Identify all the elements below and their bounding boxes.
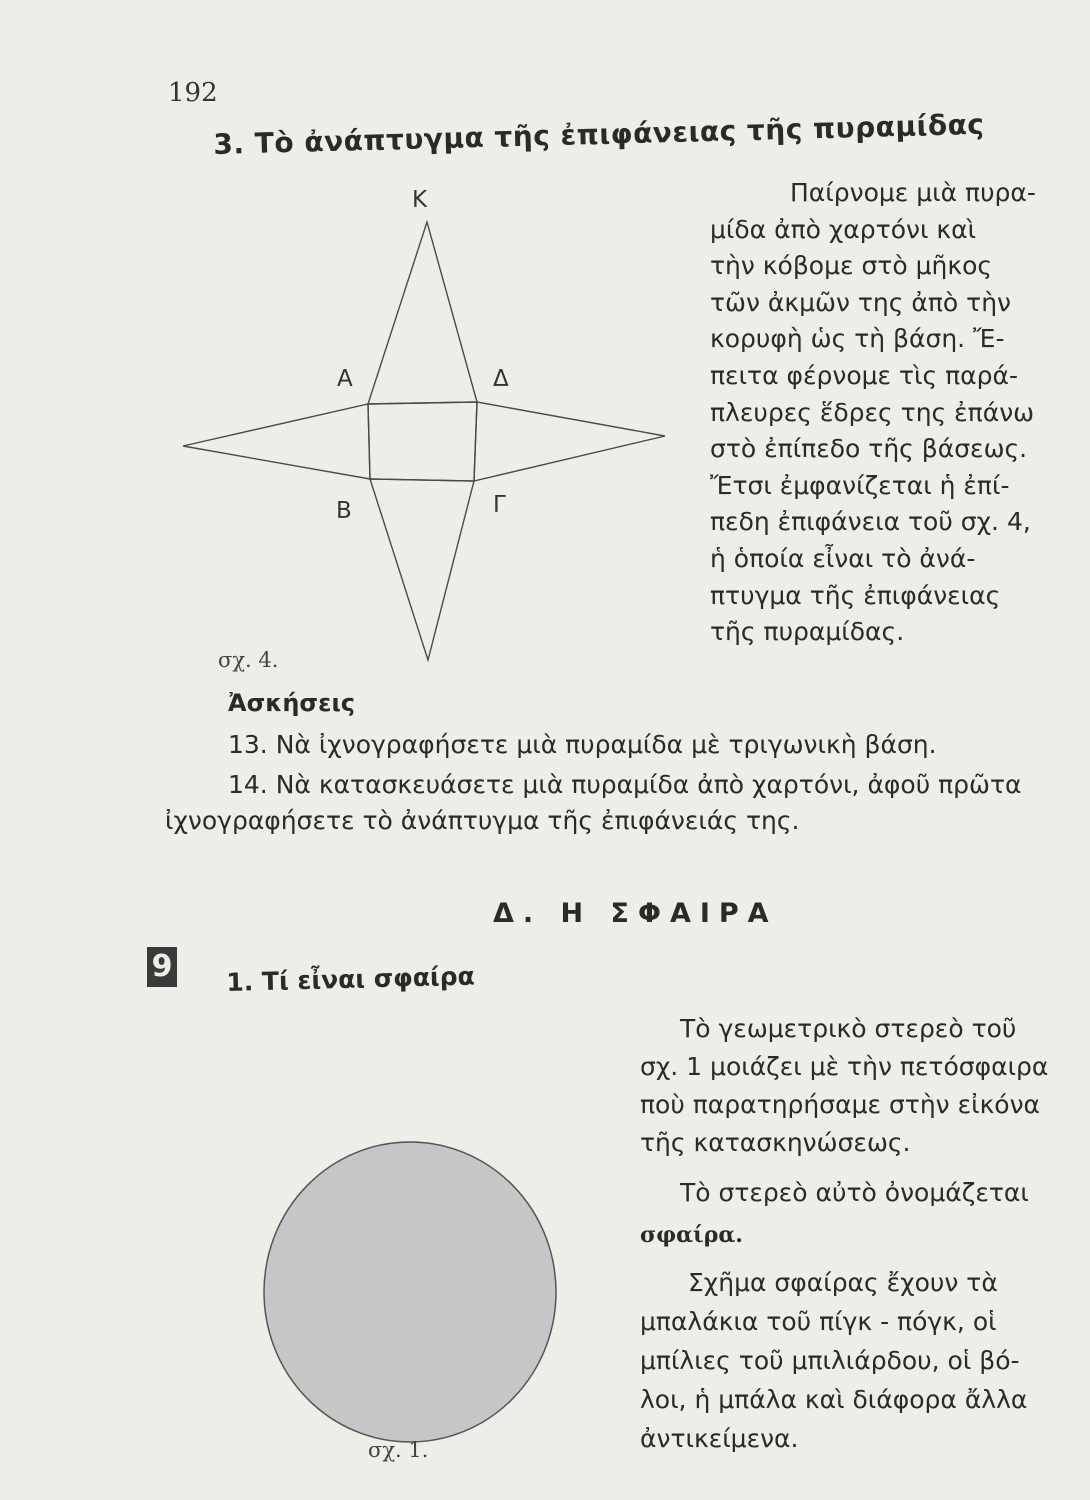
net-bottom-face: [370, 479, 474, 660]
text-line: μίδα ἀπὸ χαρτόνι καὶ: [710, 214, 977, 244]
text-line: σχ. 1 μοιάζει μὲ τὴν πετόσφαιρα: [640, 1052, 1049, 1081]
exercise-13: 13. Νὰ ἰχνογραφήσετε μιὰ πυραμίδα μὲ τριγωνικὴ βάση.: [228, 730, 937, 759]
text-line: Παίρνομε μιὰ πυρα-: [790, 178, 1036, 207]
text-line: Σχῆμα σφαίρας ἔχουν τὰ: [688, 1268, 998, 1297]
text-line: Τὸ στερεὸ αὐτὸ ὀνομάζεται: [680, 1178, 1029, 1207]
figure1-caption: σχ. 1.: [368, 1438, 429, 1462]
vertex-label-g: Γ: [493, 492, 506, 518]
text-line: τῆς πυραμίδας.: [710, 617, 905, 647]
pyramid-paragraph: [710, 175, 1036, 651]
exercise-14: 14. Νὰ κατασκευάσετε μιὰ πυραμίδα ἀπὸ χαρτόνι, ἀφοῦ πρῶτα: [228, 770, 1022, 799]
term-sphere: σφαίρα.: [640, 1222, 743, 1248]
net-top-face: [368, 222, 477, 404]
text-line: κορυφὴ ὡς τὴ βάση. Ἔ-: [710, 324, 1005, 354]
net-base-square: [368, 402, 477, 481]
vertex-label-a: Α: [337, 366, 353, 392]
text-line: ἡ ὁποία εἶναι τὸ ἀνά-: [710, 543, 976, 573]
sphere-paragraph-3: [640, 1263, 1027, 1458]
net-right-face: [474, 402, 665, 481]
sphere-paragraph-1: [640, 1010, 1048, 1162]
text-line: μπίλιες τοῦ μπιλιάρδου, οἱ βό-: [640, 1346, 1020, 1375]
vertex-label-b: Β: [336, 498, 352, 524]
section-badge: 9: [147, 947, 177, 987]
text-line: τῶν ἀκμῶν της ἀπὸ τὴν: [710, 287, 1012, 317]
text-line: πλευρες ἕδρες της ἐπάνω: [710, 397, 1035, 427]
section-title: 3. Τὸ ἀνάπτυγμα τῆς ἐπιφάνειας τῆς πυραμίδας: [213, 107, 985, 161]
text-line: τῆς κατασκηνώσεως.: [640, 1128, 911, 1157]
text-line: μπαλάκια τοῦ πίγκ - πόγκ, οἱ: [640, 1307, 997, 1336]
text-line: στὸ ἐπίπεδο τῆς βάσεως.: [710, 434, 1028, 464]
text-line: πειτα φέρνομε τὶς παρά-: [710, 360, 1019, 390]
subsection-title: 1. Τί εἶναι σφαίρα: [226, 961, 476, 997]
text-line: τὴν κόβομε στὸ μῆκος: [710, 251, 993, 281]
text-line: λοι, ἡ μπάλα καὶ διάφορα ἄλλα: [640, 1385, 1028, 1414]
text-line: πεδη ἐπιφάνεια τοῦ σχ. 4,: [710, 507, 1031, 537]
pyramid-net-figure: [170, 180, 670, 680]
text-line: ἀντικείμενα.: [640, 1424, 799, 1453]
exercises-title: Ἀσκήσεις: [228, 689, 356, 717]
text-line: Τὸ γεωμετρικὸ στερεὸ τοῦ: [680, 1014, 1017, 1043]
text-line: πτυγμα τῆς ἐπιφάνειας: [710, 580, 1001, 610]
figure4-caption: σχ. 4.: [218, 648, 279, 672]
exercise-14-continued: ἰχνογραφήσετε τὸ ἀνάπτυγμα τῆς ἐπιφάνειάς της.: [165, 806, 800, 835]
page-number: 192: [168, 78, 218, 108]
net-left-face: [183, 404, 370, 479]
sphere-figure: [260, 1130, 580, 1460]
text-line: ποὺ παρατηρήσαμε στὴν εἰκόνα: [640, 1090, 1041, 1119]
chapter-heading: Δ. Η ΣΦΑΙΡΑ: [493, 898, 778, 929]
sphere-paragraph-2: [640, 1172, 1029, 1256]
text-line: Ἔτσι ἐμφανίζεται ἡ ἐπί-: [710, 470, 1010, 500]
vertex-label-k: Κ: [412, 187, 428, 213]
sphere-circle: [264, 1142, 556, 1442]
vertex-label-d: Δ: [493, 366, 509, 392]
